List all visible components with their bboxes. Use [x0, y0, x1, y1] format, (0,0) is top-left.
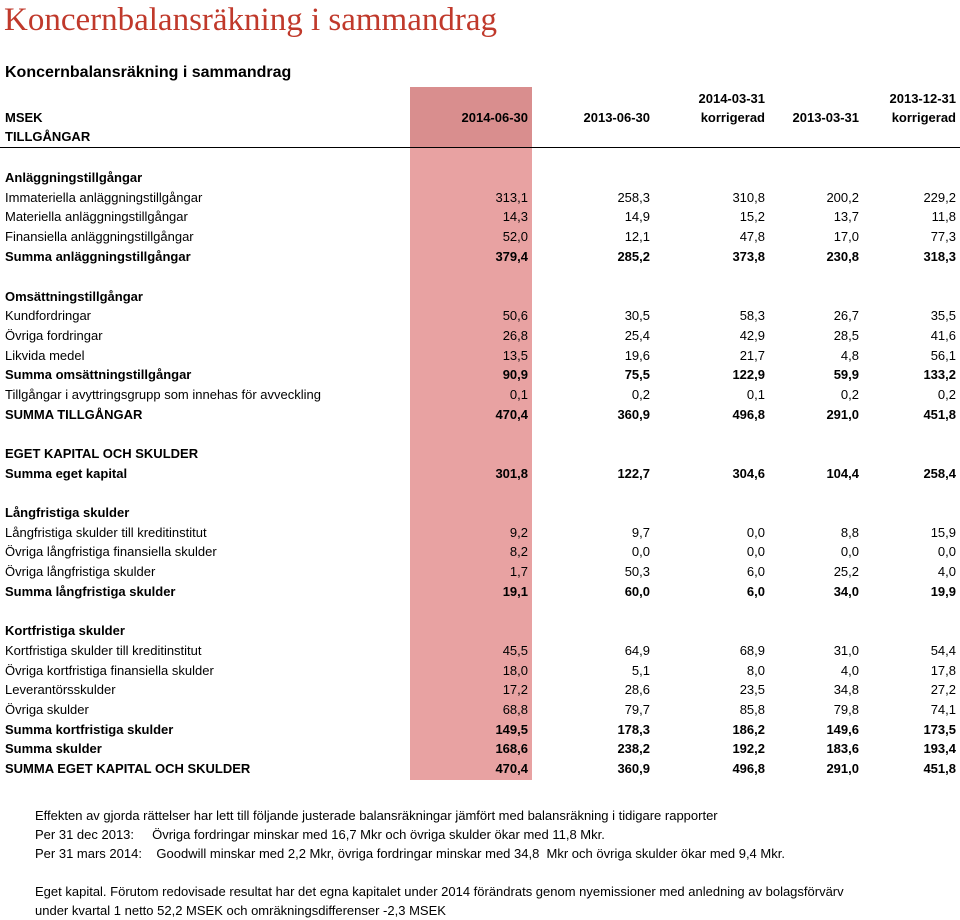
cell-value: 6,0: [746, 584, 765, 599]
cell-value: 13,5: [502, 348, 528, 363]
cell-value: 291,0: [826, 407, 859, 422]
cell-value: 9,7: [631, 525, 650, 540]
cell-value: 77,3: [930, 229, 956, 244]
cell-value: 238,2: [617, 741, 650, 756]
row-label: Immateriella anläggningstillgångar: [5, 190, 203, 205]
cell-value: 4,8: [840, 348, 859, 363]
cell-value: 133,2: [923, 367, 956, 382]
side-label: TILLGÅNGAR: [5, 129, 91, 144]
row-label: Övriga skulder: [5, 702, 89, 717]
cell-value: 451,8: [923, 407, 956, 422]
row-label: Summa kortfristiga skulder: [5, 722, 174, 737]
cell-value: 25,2: [833, 564, 859, 579]
table-row: [0, 641, 960, 661]
row-label: Långfristiga skulder: [5, 505, 130, 520]
cell-value: 41,6: [930, 328, 956, 343]
cell-value: 19,6: [624, 348, 650, 363]
table-row: [0, 523, 960, 543]
cell-value: 75,5: [624, 367, 650, 382]
cell-value: 285,2: [617, 249, 650, 264]
cell-value: 54,4: [930, 643, 956, 658]
row-label: Övriga långfristiga finansiella skulder: [5, 544, 217, 559]
row-label: Summa eget kapital: [5, 466, 128, 481]
cell-value: 25,4: [624, 328, 650, 343]
note-line: [35, 863, 844, 882]
cell-value: 230,8: [826, 249, 859, 264]
cell-value: 15,2: [739, 209, 765, 224]
cell-value: 79,8: [833, 702, 859, 717]
sum-row: [0, 247, 960, 267]
cell-value: 0,2: [631, 387, 650, 402]
cell-value: 451,8: [923, 761, 956, 776]
cell-value: 193,4: [923, 741, 956, 756]
cell-value: 0,2: [937, 387, 956, 402]
col-header-2-line2: korrigerad: [700, 110, 765, 125]
cell-value: 59,9: [833, 367, 859, 382]
cell-value: 14,9: [624, 209, 650, 224]
cell-value: 28,5: [833, 328, 859, 343]
row-label: Finansiella anläggningstillgångar: [5, 229, 194, 244]
row-label: Kortfristiga skulder till kreditinstitut: [5, 643, 202, 658]
cell-value: 74,1: [930, 702, 956, 717]
cell-value: 27,2: [930, 682, 956, 697]
row-label: Kundfordringar: [5, 308, 91, 323]
sum-row: [0, 759, 960, 779]
cell-value: 0,0: [746, 525, 765, 540]
table-row: [0, 542, 960, 562]
cell-value: 192,2: [732, 741, 765, 756]
cell-value: 5,1: [631, 663, 650, 678]
cell-value: 0,0: [840, 544, 859, 559]
row-label: Summa omsättningstillgångar: [5, 367, 192, 382]
cell-value: 42,9: [739, 328, 765, 343]
cell-value: 18,0: [502, 663, 528, 678]
table-row: [0, 306, 960, 326]
cell-value: 258,4: [923, 466, 956, 481]
cell-value: 28,6: [624, 682, 650, 697]
cell-value: 122,7: [617, 466, 650, 481]
col-header-2-line1: 2014-03-31: [698, 91, 765, 106]
cell-value: 304,6: [732, 466, 765, 481]
cell-value: 52,0: [502, 229, 528, 244]
note-line: Effekten av gjorda rättelser har lett till följande justerade balansräkningar jämfört med balansräkning i tidigare rapporter: [35, 808, 718, 823]
cell-value: 50,3: [624, 564, 650, 579]
cell-value: 21,7: [739, 348, 765, 363]
cell-value: 104,4: [826, 466, 859, 481]
cell-value: 0,0: [937, 544, 956, 559]
cell-value: 0,1: [746, 387, 765, 402]
cell-value: 173,5: [923, 722, 956, 737]
cell-value: 360,9: [617, 407, 650, 422]
col-header-0-line2: 2014-06-30: [461, 110, 528, 125]
row-label: Summa långfristiga skulder: [5, 584, 176, 599]
table-row: [0, 227, 960, 247]
cell-value: 8,0: [746, 663, 765, 678]
row-label: SUMMA TILLGÅNGAR: [5, 407, 143, 422]
table-row: [0, 680, 960, 700]
sum-row: [0, 720, 960, 740]
cell-value: 6,0: [746, 564, 765, 579]
cell-value: 0,1: [509, 387, 528, 402]
cell-value: 47,8: [739, 229, 765, 244]
cell-value: 291,0: [826, 761, 859, 776]
cell-value: 301,8: [495, 466, 528, 481]
table-row: [0, 207, 960, 227]
cell-value: 58,3: [739, 308, 765, 323]
cell-value: 17,0: [833, 229, 859, 244]
section-heading-row: [0, 621, 960, 641]
row-label: Leverantörsskulder: [5, 682, 116, 697]
cell-value: 149,5: [495, 722, 528, 737]
cell-value: 13,7: [833, 209, 859, 224]
row-label: Materiella anläggningstillgångar: [5, 209, 188, 224]
cell-value: 183,6: [826, 741, 859, 756]
cell-value: 0,0: [631, 544, 650, 559]
footnotes: [35, 806, 844, 920]
cell-value: 4,0: [840, 663, 859, 678]
table-row: [0, 661, 960, 681]
cell-value: 122,9: [732, 367, 765, 382]
cell-value: 0,2: [840, 387, 859, 402]
row-label: Kortfristiga skulder: [5, 623, 125, 638]
cell-value: 15,9: [930, 525, 956, 540]
row-label: Tillgångar i avyttringsgrupp som innehas för avveckling: [5, 387, 322, 402]
cell-value: 90,9: [502, 367, 528, 382]
sum-row: [0, 464, 960, 484]
row-label: Övriga fordringar: [5, 328, 103, 343]
cell-value: 26,7: [833, 308, 859, 323]
table-row: [0, 700, 960, 720]
row-label: Långfristiga skulder till kreditinstitut: [5, 525, 207, 540]
row-label: Summa skulder: [5, 741, 102, 756]
cell-value: 313,1: [495, 190, 528, 205]
section-heading-row: [0, 444, 960, 464]
cell-value: 50,6: [502, 308, 528, 323]
row-label: SUMMA EGET KAPITAL OCH SKULDER: [5, 761, 251, 776]
section-heading-row: [0, 503, 960, 523]
col-header-1-line2: 2013-06-30: [583, 110, 650, 125]
cell-value: 17,8: [930, 663, 956, 678]
unit-label: MSEK: [5, 110, 43, 125]
cell-value: 17,2: [502, 682, 528, 697]
cell-value: 14,3: [502, 209, 528, 224]
header-rule: [0, 147, 960, 148]
sum-row: [0, 365, 960, 385]
table-row: [0, 385, 960, 405]
cell-value: 34,8: [833, 682, 859, 697]
cell-value: 186,2: [732, 722, 765, 737]
section-heading-row: [0, 168, 960, 188]
cell-value: 56,1: [930, 348, 956, 363]
cell-value: 1,7: [509, 564, 528, 579]
cell-value: 8,8: [840, 525, 859, 540]
row-label: Övriga långfristiga skulder: [5, 564, 156, 579]
cell-value: 0,0: [746, 544, 765, 559]
note-line: Per 31 dec 2013: Övriga fordringar minskar med 16,7 Mkr och övriga skulder ökar med 11,8 Mkr.: [35, 827, 605, 842]
cell-value: 373,8: [732, 249, 765, 264]
cell-value: 8,2: [509, 544, 528, 559]
cell-value: 35,5: [930, 308, 956, 323]
cell-value: 30,5: [624, 308, 650, 323]
row-label: Anläggningstillgångar: [5, 170, 143, 185]
cell-value: 68,9: [739, 643, 765, 658]
cell-value: 318,3: [923, 249, 956, 264]
cell-value: 200,2: [826, 190, 859, 205]
cell-value: 19,1: [502, 584, 528, 599]
col-header-3-line2: 2013-03-31: [792, 110, 859, 125]
section-heading-row: [0, 287, 960, 307]
cell-value: 496,8: [732, 407, 765, 422]
cell-value: 379,4: [495, 249, 528, 264]
row-label: Övriga kortfristiga finansiella skulder: [5, 663, 214, 678]
cell-value: 60,0: [624, 584, 650, 599]
note-line: Per 31 mars 2014: Goodwill minskar med 2,2 Mkr, övriga fordringar minskar med 34,8 Mkr och övriga skulder ökar med 9,4 Mkr.: [35, 846, 785, 861]
cell-value: 229,2: [923, 190, 956, 205]
note-line: Eget kapital. Förutom redovisade resultat har det egna kapitalet under 2014 förändrats genom nyemissioner med anledning av bolagsförvärv: [35, 884, 844, 899]
table-row: [0, 346, 960, 366]
table-subtitle: Koncernbalansräkning i sammandrag: [5, 64, 292, 81]
cell-value: 85,8: [739, 702, 765, 717]
cell-value: 79,7: [624, 702, 650, 717]
cell-value: 26,8: [502, 328, 528, 343]
cell-value: 34,0: [833, 584, 859, 599]
cell-value: 149,6: [826, 722, 859, 737]
note-line: under kvartal 1 netto 52,2 MSEK och omräkningsdifferenser -2,3 MSEK: [35, 903, 446, 918]
sum-row: [0, 739, 960, 759]
row-label: Omsättningstillgångar: [5, 289, 143, 304]
cell-value: 68,8: [502, 702, 528, 717]
sum-row: [0, 405, 960, 425]
cell-value: 12,1: [624, 229, 650, 244]
table-row: [0, 188, 960, 208]
table-row: [0, 562, 960, 582]
cell-value: 19,9: [930, 584, 956, 599]
cell-value: 11,8: [931, 209, 956, 224]
cell-value: 45,5: [502, 643, 528, 658]
cell-value: 470,4: [495, 407, 528, 422]
cell-value: 168,6: [495, 741, 528, 756]
page-title: Koncernbalansräkning i sammandrag: [4, 2, 498, 38]
cell-value: 23,5: [739, 682, 765, 697]
row-label: Likvida medel: [5, 348, 85, 363]
col-header-4-line2: korrigerad: [891, 110, 956, 125]
cell-value: 178,3: [617, 722, 650, 737]
col-header-4-line1: 2013-12-31: [889, 91, 956, 106]
cell-value: 64,9: [624, 643, 650, 658]
cell-value: 310,8: [732, 190, 765, 205]
cell-value: 4,0: [937, 564, 956, 579]
sum-row: [0, 582, 960, 602]
cell-value: 258,3: [617, 190, 650, 205]
cell-value: 360,9: [617, 761, 650, 776]
row-label: Summa anläggningstillgångar: [5, 249, 191, 264]
row-label: EGET KAPITAL OCH SKULDER: [5, 446, 199, 461]
table-row: [0, 326, 960, 346]
cell-value: 470,4: [495, 761, 528, 776]
cell-value: 496,8: [732, 761, 765, 776]
cell-value: 9,2: [509, 525, 528, 540]
cell-value: 31,0: [833, 643, 859, 658]
